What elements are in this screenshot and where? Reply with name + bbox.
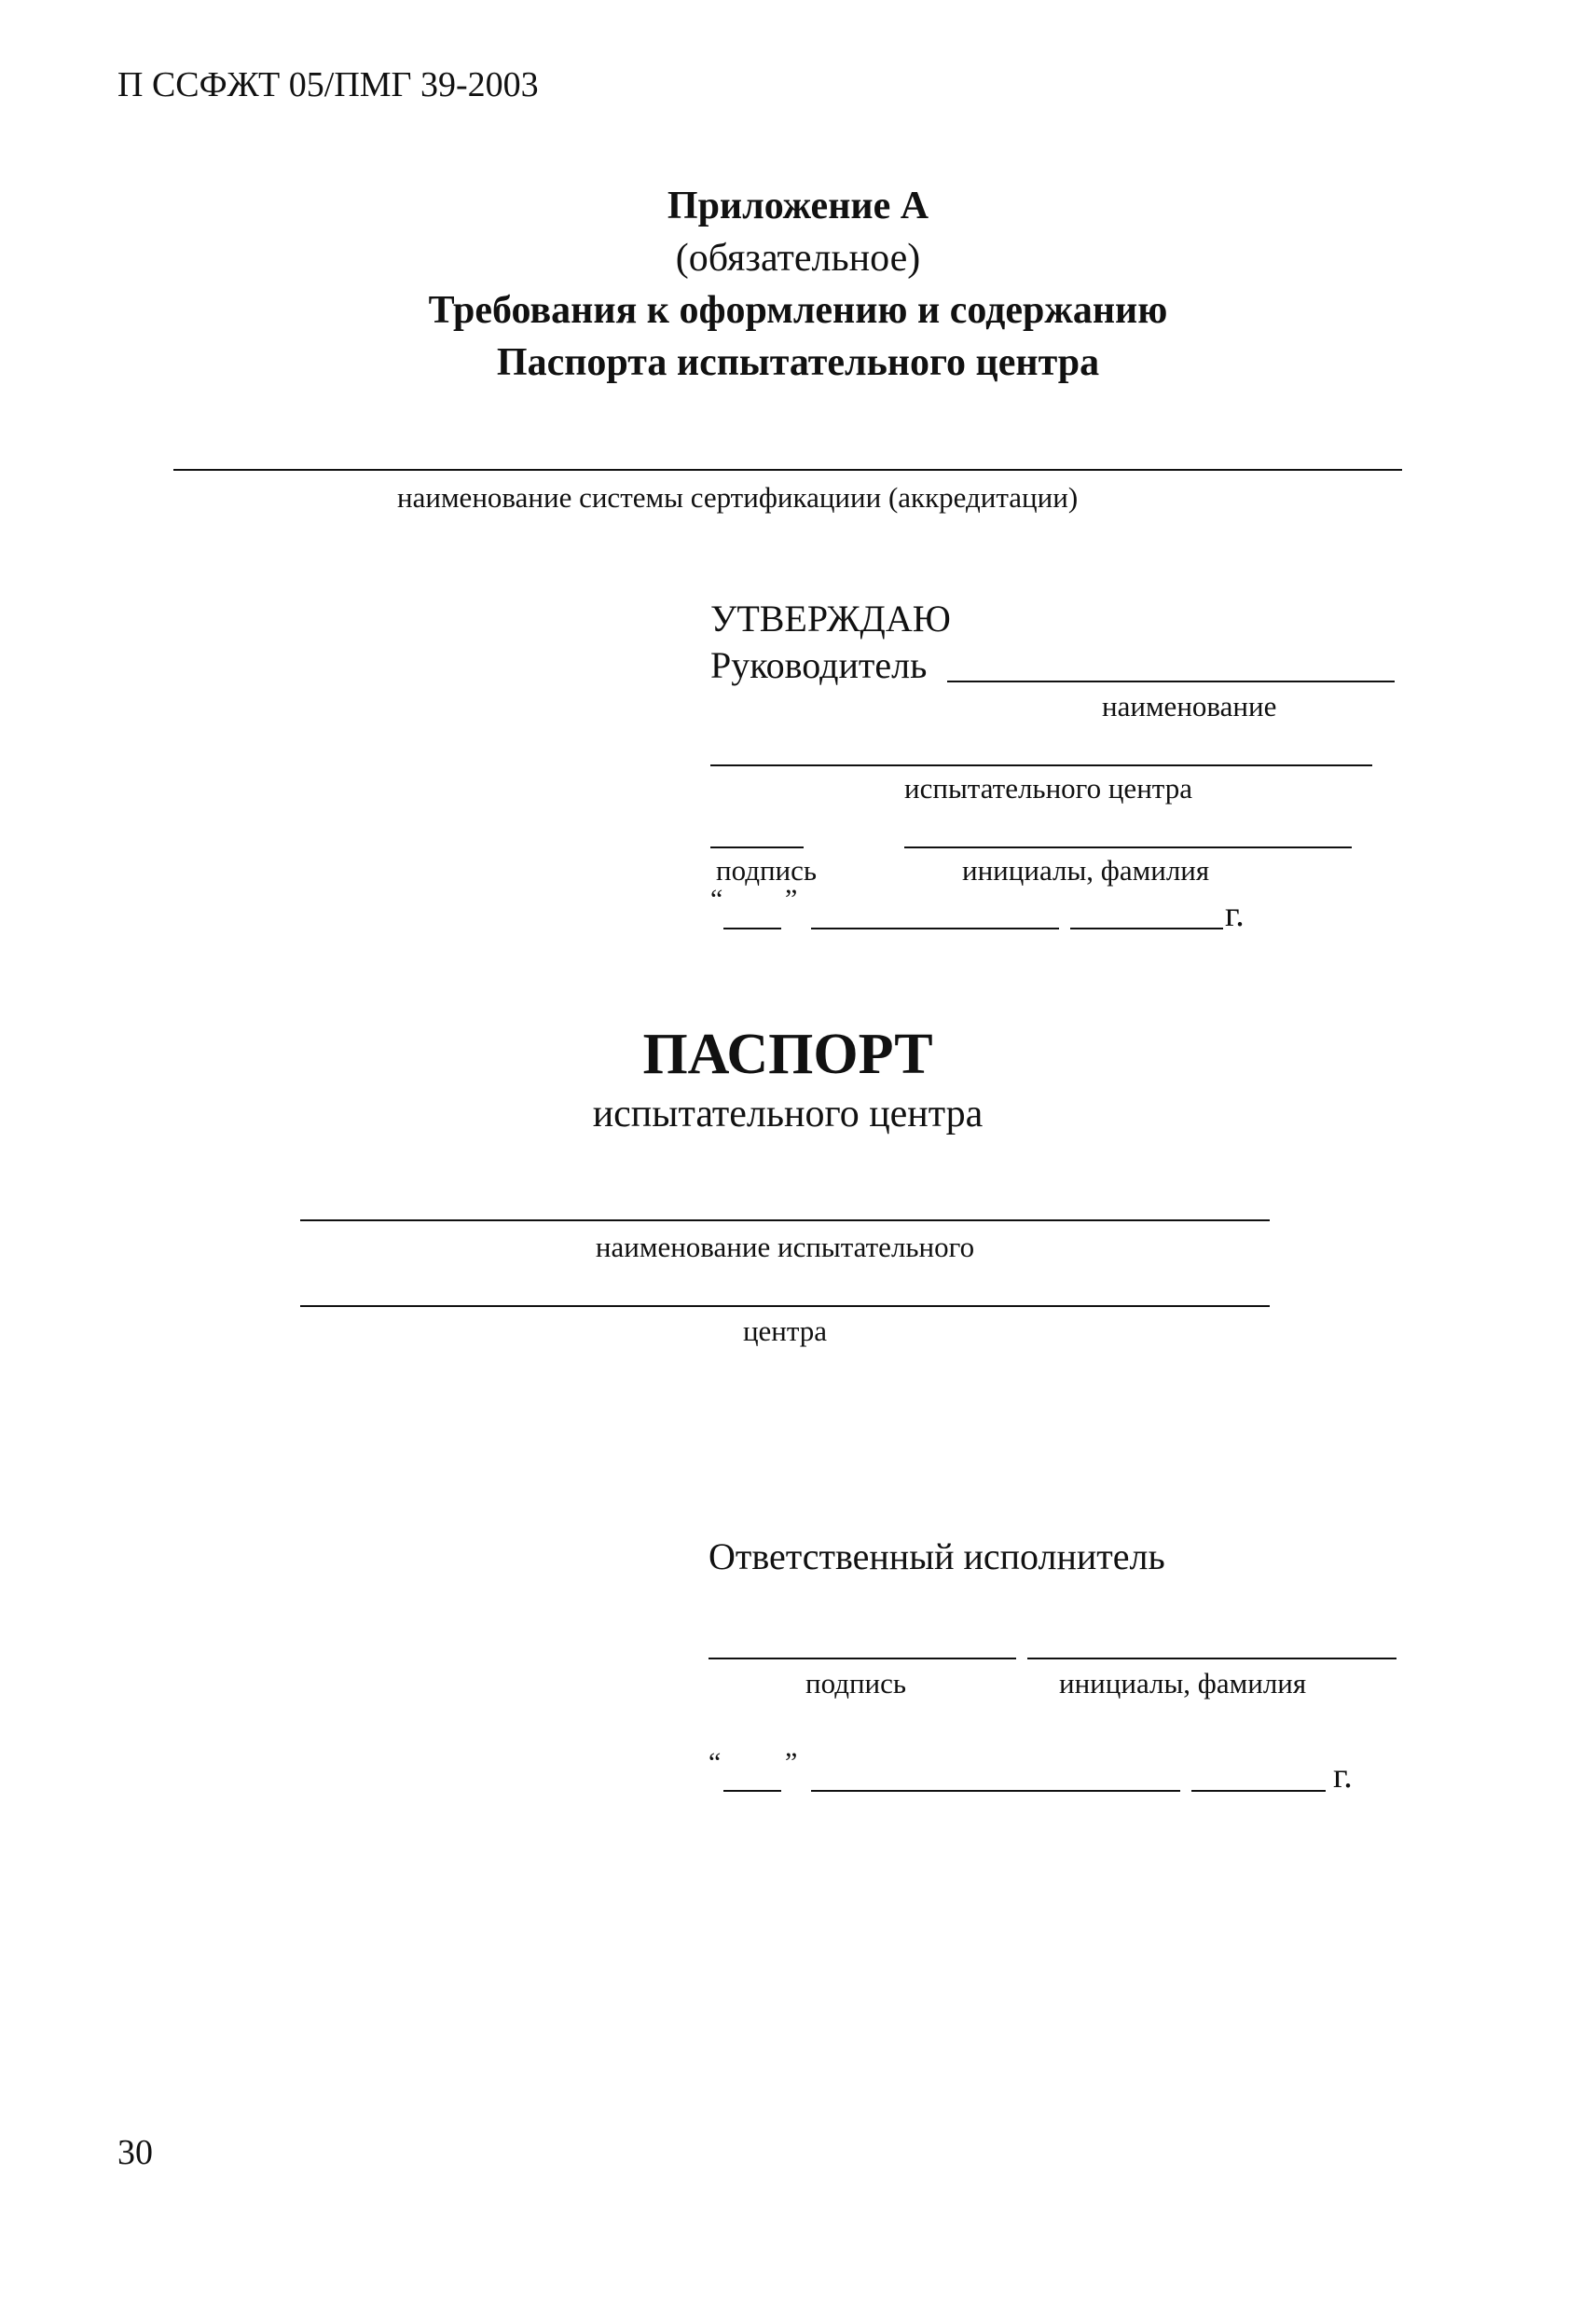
executor-signature-line bbox=[709, 1658, 1016, 1659]
approval-day-line bbox=[723, 928, 781, 929]
approval-date-quote-open: “ bbox=[710, 884, 723, 915]
executor-signature-caption: подпись bbox=[805, 1667, 907, 1700]
approval-year-suffix: г. bbox=[1225, 895, 1245, 934]
passport-title: ПАСПОРТ bbox=[642, 1023, 933, 1086]
appendix-heading-line1: Требования к оформлению и содержанию bbox=[428, 289, 1168, 332]
center-name-caption: испытательного центра bbox=[904, 772, 1192, 805]
executor-initials-line bbox=[1027, 1658, 1396, 1659]
approval-month-line bbox=[811, 928, 1059, 929]
appendix-heading-line2: Паспорта испытательного центра bbox=[496, 341, 1100, 384]
executor-year-line bbox=[1191, 1790, 1326, 1792]
passport-center-name-line bbox=[300, 1219, 1270, 1221]
head-name-line bbox=[947, 681, 1395, 682]
system-name-line bbox=[173, 469, 1402, 471]
passport-subtitle: испытательного центра bbox=[592, 1093, 984, 1135]
approval-initials-line bbox=[904, 846, 1352, 848]
document-code: П ССФЖТ 05/ПМГ 39-2003 bbox=[117, 65, 539, 104]
head-label: Руководитель bbox=[710, 644, 928, 686]
passport-center-name-caption: наименование испытательного bbox=[595, 1231, 975, 1263]
passport-center-caption: центра bbox=[742, 1314, 828, 1347]
appendix-title: Приложение А bbox=[667, 185, 929, 227]
executor-day-line bbox=[723, 1790, 781, 1792]
executor-initials-caption: инициалы, фамилия bbox=[1059, 1667, 1307, 1700]
executor-year-suffix: г. bbox=[1333, 1756, 1353, 1796]
approval-signature-line bbox=[710, 846, 804, 848]
passport-center-line bbox=[300, 1305, 1270, 1307]
approval-signature-caption: подпись bbox=[716, 854, 818, 887]
executor-date-quote-open: “ bbox=[709, 1747, 722, 1778]
center-name-line bbox=[710, 764, 1372, 766]
page-number: 30 bbox=[117, 2133, 153, 2172]
system-name-caption: наименование системы сертификациии (аккредитации) bbox=[397, 481, 1079, 514]
approval-year-line bbox=[1070, 928, 1223, 929]
approval-initials-caption: инициалы, фамилия bbox=[962, 854, 1210, 887]
approval-date-quote-close: ” bbox=[785, 884, 798, 915]
head-name-caption: наименование bbox=[1102, 690, 1277, 722]
executor-label: Ответственный исполнитель bbox=[709, 1535, 1165, 1577]
appendix-status: (обязательное) bbox=[675, 237, 921, 280]
executor-date-quote-close: ” bbox=[785, 1747, 798, 1778]
approve-label: УТВЕРЖДАЮ bbox=[710, 598, 951, 640]
executor-month-line bbox=[811, 1790, 1180, 1792]
